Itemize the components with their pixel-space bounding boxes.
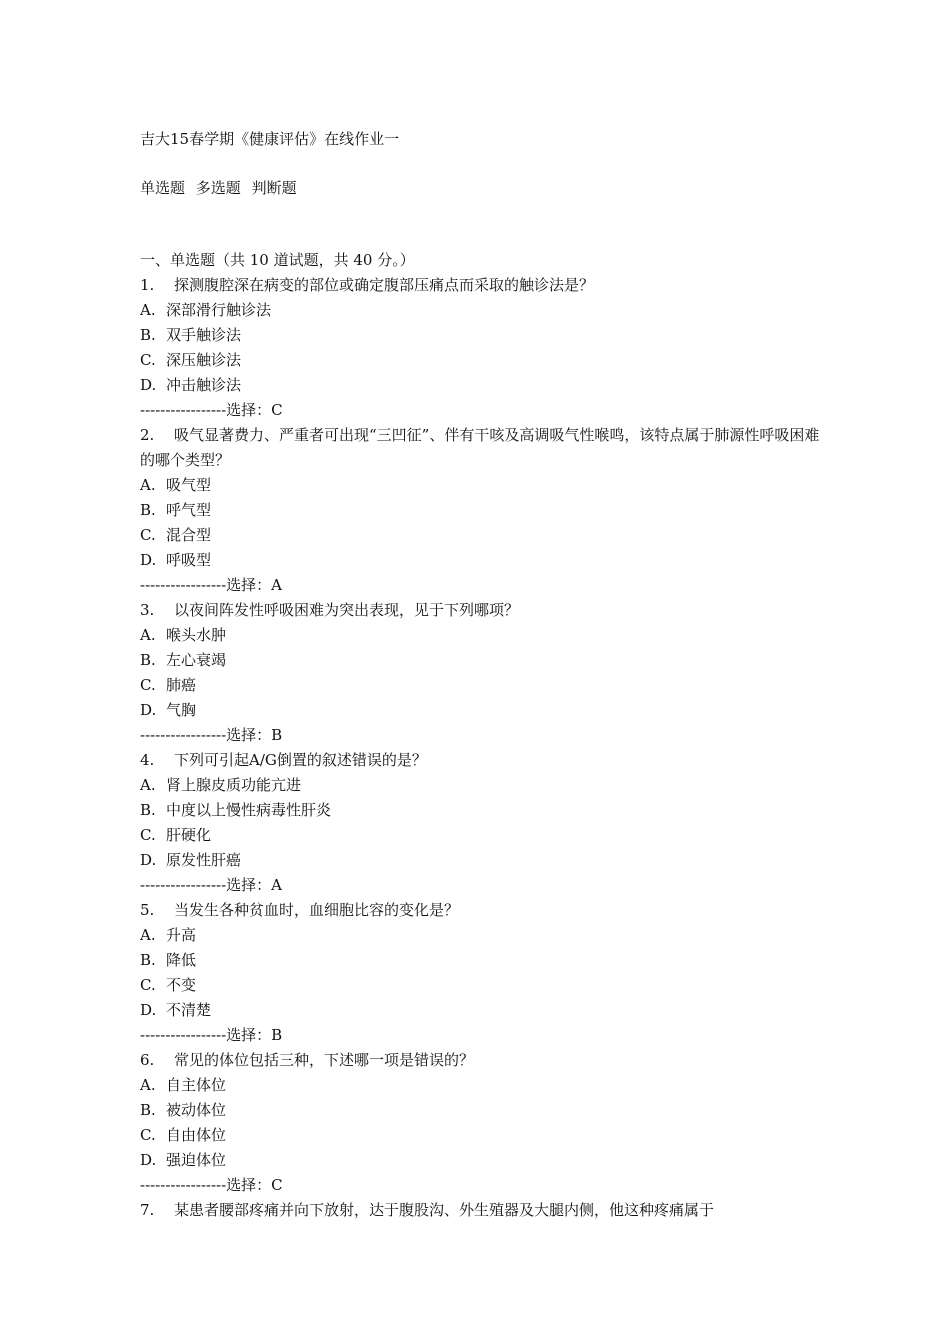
answer-prefix: -----------------选择：	[140, 726, 272, 744]
answer-line	[140, 1023, 830, 1048]
answer-prefix: -----------------选择：	[140, 1026, 272, 1044]
option-item	[140, 773, 830, 798]
type-link-judgement[interactable]: 判断题	[251, 179, 297, 197]
question-text	[140, 898, 830, 923]
option-item	[140, 623, 830, 648]
answer-value: C	[271, 401, 283, 419]
option-letter: A.	[140, 476, 156, 494]
option-text: 被动体位	[166, 1101, 227, 1119]
option-letter: D.	[140, 551, 157, 569]
question-text	[140, 748, 830, 773]
option-letter: B.	[140, 326, 156, 344]
question-number: 5.	[140, 901, 155, 919]
option-item	[140, 798, 830, 823]
option-text: 左心衰竭	[166, 651, 227, 669]
answer-value: B	[271, 726, 283, 744]
option-text: 气胸	[166, 701, 197, 719]
question-stem: 某患者腰部疼痛并向下放射，达于腹股沟、外生殖器及大腿内侧，他这种疼痛属于	[174, 1201, 715, 1219]
option-text: 混合型	[166, 526, 212, 544]
option-item	[140, 548, 830, 573]
question-stem: 下列可引起A/G倒置的叙述错误的是？	[174, 751, 427, 769]
question-text	[140, 273, 830, 298]
option-item	[140, 973, 830, 998]
option-text: 中度以上慢性病毒性肝炎	[166, 801, 332, 819]
option-letter: B.	[140, 951, 156, 969]
option-letter: D.	[140, 701, 157, 719]
option-letter: C.	[140, 976, 156, 994]
question-stem: 当发生各种贫血时，血细胞比容的变化是？	[174, 901, 460, 919]
question-content	[140, 248, 830, 1223]
option-text: 不变	[166, 976, 197, 994]
question-number: 1.	[140, 276, 155, 294]
option-letter: B.	[140, 1101, 156, 1119]
question-text	[140, 1048, 830, 1073]
option-item	[140, 298, 830, 323]
type-link-single[interactable]: 单选题	[140, 179, 186, 197]
option-text: 吸气型	[166, 476, 212, 494]
option-letter: A.	[140, 926, 156, 944]
answer-value: C	[271, 1176, 283, 1194]
question-number: 3.	[140, 601, 155, 619]
option-item	[140, 1073, 830, 1098]
option-item	[140, 1098, 830, 1123]
option-text: 自由体位	[166, 1126, 227, 1144]
option-text: 冲击触诊法	[166, 376, 242, 394]
question-stem: 吸气显著费力、严重者可出现“三凹征”、伴有干咳及高调吸气性喉鸣，该特点属于肺源性呼吸困难的哪个类型？	[140, 426, 820, 469]
question-text	[140, 1198, 830, 1223]
option-letter: A.	[140, 301, 156, 319]
option-letter: C.	[140, 826, 156, 844]
option-text: 喉头水肿	[166, 626, 227, 644]
question-number: 6.	[140, 1051, 155, 1069]
option-item	[140, 498, 830, 523]
option-item	[140, 348, 830, 373]
option-letter: A.	[140, 1076, 156, 1094]
option-letter: D.	[140, 851, 157, 869]
answer-prefix: -----------------选择：	[140, 1176, 272, 1194]
option-text: 深部滑行触诊法	[166, 301, 272, 319]
answer-line	[140, 723, 830, 748]
answer-line	[140, 398, 830, 423]
question-stem: 探测腹腔深在病变的部位或确定腹部压痛点而采取的触诊法是？	[174, 276, 595, 294]
option-item	[140, 1148, 830, 1173]
option-letter: D.	[140, 1001, 157, 1019]
option-letter: D.	[140, 1151, 157, 1169]
option-letter: B.	[140, 501, 156, 519]
option-item	[140, 998, 830, 1023]
question-stem: 以夜间阵发性呼吸困难为突出表现，见于下列哪项？	[174, 601, 520, 619]
question-text	[140, 423, 830, 473]
option-item	[140, 1123, 830, 1148]
option-text: 自主体位	[166, 1076, 227, 1094]
option-text: 降低	[166, 951, 197, 969]
option-item	[140, 923, 830, 948]
option-text: 呼吸型	[166, 551, 212, 569]
question-number: 4.	[140, 751, 155, 769]
answer-line	[140, 873, 830, 898]
option-letter: C.	[140, 526, 156, 544]
answer-prefix: -----------------选择：	[140, 876, 272, 894]
option-text: 呼气型	[166, 501, 212, 519]
option-letter: D.	[140, 376, 157, 394]
option-letter: C.	[140, 1126, 156, 1144]
option-item	[140, 373, 830, 398]
option-text: 原发性肝癌	[166, 851, 242, 869]
answer-prefix: -----------------选择：	[140, 576, 272, 594]
option-item	[140, 473, 830, 498]
answer-value: A	[271, 876, 283, 894]
option-text: 双手触诊法	[166, 326, 242, 344]
answer-prefix: -----------------选择：	[140, 401, 272, 419]
option-text: 升高	[166, 926, 197, 944]
option-item	[140, 648, 830, 673]
option-text: 深压触诊法	[166, 351, 242, 369]
option-item	[140, 948, 830, 973]
option-item	[140, 848, 830, 873]
option-item	[140, 698, 830, 723]
option-letter: B.	[140, 801, 156, 819]
option-item	[140, 823, 830, 848]
answer-value: A	[271, 576, 283, 594]
option-letter: A.	[140, 626, 156, 644]
option-text: 肺癌	[166, 676, 197, 694]
option-item	[140, 323, 830, 348]
type-link-multiple[interactable]: 多选题	[195, 179, 241, 197]
option-letter: B.	[140, 651, 156, 669]
option-text: 肾上腺皮质功能亢进	[166, 776, 302, 794]
question-number: 2.	[140, 426, 155, 444]
answer-value: B	[271, 1026, 283, 1044]
answer-line	[140, 573, 830, 598]
option-item	[140, 673, 830, 698]
option-text: 肝硬化	[166, 826, 212, 844]
section-heading: 一、单选题（共 10 道试题，共 40 分。）	[140, 251, 415, 269]
option-text: 强迫体位	[166, 1151, 227, 1169]
option-letter: A.	[140, 776, 156, 794]
document-title: 吉大15春学期《健康评估》在线作业一	[140, 130, 400, 148]
question-type-list	[140, 176, 303, 200]
option-text: 不清楚	[166, 1001, 212, 1019]
option-letter: C.	[140, 351, 156, 369]
answer-line	[140, 1173, 830, 1198]
question-number: 7.	[140, 1201, 155, 1219]
question-text	[140, 598, 830, 623]
option-letter: C.	[140, 676, 156, 694]
question-stem: 常见的体位包括三种，下述哪一项是错误的？	[174, 1051, 475, 1069]
option-item	[140, 523, 830, 548]
